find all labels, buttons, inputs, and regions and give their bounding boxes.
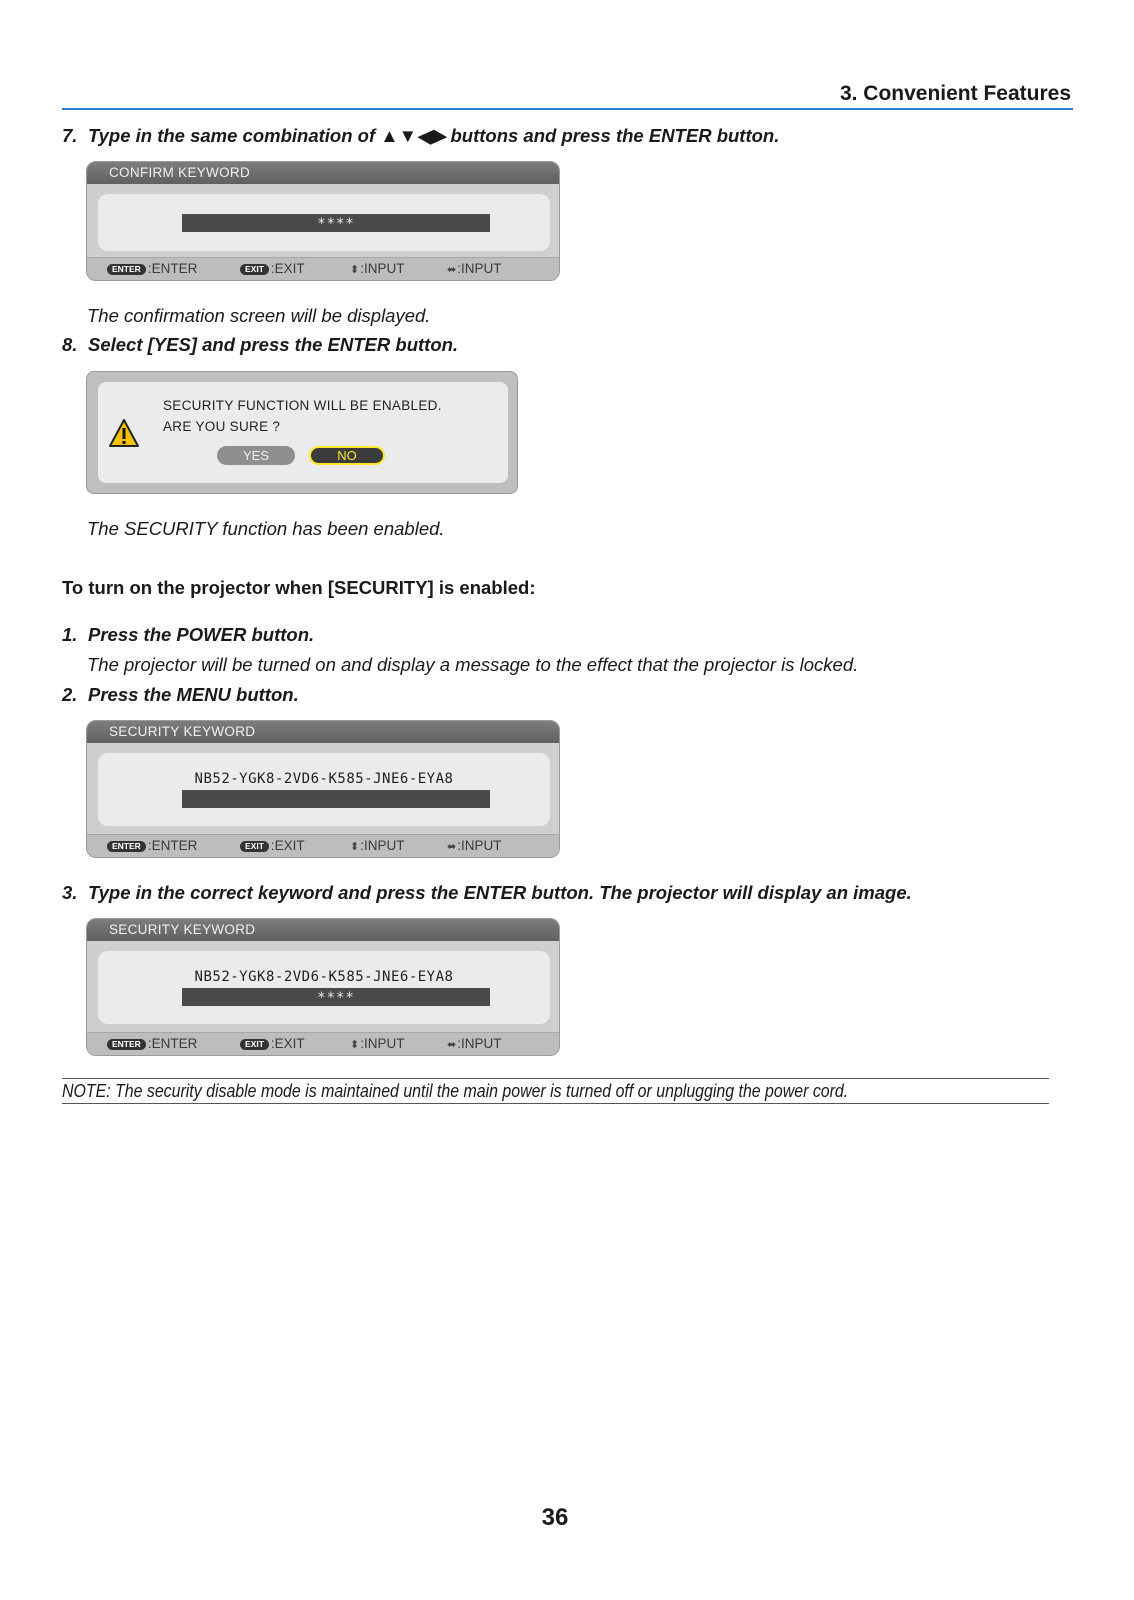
step-number: 3.: [62, 882, 78, 903]
note-rule-bottom: [62, 1103, 1049, 1104]
step-1: [62, 624, 314, 646]
step-text: Select [YES] and press the ENTER button.: [88, 334, 459, 355]
enter-key-icon: ENTER: [107, 264, 146, 275]
exit-key-icon: EXIT: [240, 841, 269, 852]
footer-exit: EXIT :EXIT: [240, 1033, 305, 1055]
dialog-title: SECURITY KEYWORD: [87, 721, 559, 743]
security-confirm-dialog: [86, 371, 518, 494]
step-text: Press the MENU button.: [88, 684, 299, 705]
description: The projector will be turned on and display a message to the effect that the projector is locked.: [87, 654, 859, 675]
exit-key-icon: EXIT: [240, 1039, 269, 1050]
security-keyword-dialog: [86, 720, 560, 858]
exit-key-icon: EXIT: [240, 264, 269, 275]
description: The confirmation screen will be displayed.: [87, 305, 431, 326]
left-right-arrow-icon: ⬌: [447, 841, 457, 853]
note-rule-top: [62, 1078, 1049, 1079]
release-code: NB52-YGK8-2VD6-K585-JNE6-EYA8: [194, 969, 454, 985]
footer-enter: ENTER :ENTER: [107, 1033, 197, 1055]
keyword-input[interactable]: ****: [182, 214, 490, 232]
left-right-arrow-icon: ⬌: [447, 1039, 457, 1051]
confirm-message-line-2: ARE YOU SURE ?: [163, 419, 281, 434]
enter-key-icon: ENTER: [107, 1039, 146, 1050]
step-number: 2.: [62, 684, 78, 705]
step-text: Type in the correct keyword and press the ENTER button. The projector will display an image.: [88, 882, 912, 903]
dialog-body: [98, 194, 550, 251]
dialog-footer: [87, 257, 559, 280]
step-8: [62, 334, 458, 356]
dialog-title: CONFIRM KEYWORD: [87, 162, 559, 184]
step-3: [62, 882, 912, 904]
footer-exit: EXIT :EXIT: [240, 258, 305, 280]
page-number: 36: [541, 1504, 569, 1531]
subheading: To turn on the projector when [SECURITY] is enabled:: [62, 577, 536, 598]
note: NOTE: The security disable mode is maintained until the main power is turned off or unplugging the power cord.: [62, 1080, 849, 1101]
dialog-body: [98, 382, 508, 483]
dialog-title: SECURITY KEYWORD: [87, 919, 559, 941]
section-title: 3. Convenient Features: [839, 82, 1071, 105]
no-button[interactable]: NO: [309, 446, 385, 465]
step-number: 8.: [62, 334, 78, 355]
up-down-arrow-icon: ⬍: [350, 1039, 360, 1051]
footer-enter: ENTER :ENTER: [107, 258, 197, 280]
up-down-arrow-icon: ⬍: [350, 841, 360, 853]
dialog-body: [98, 753, 550, 826]
footer-exit: EXIT :EXIT: [240, 835, 305, 857]
step-number: 7.: [62, 125, 78, 146]
footer-updown: ⬍:INPUT: [350, 838, 405, 853]
description: The SECURITY function has been enabled.: [87, 518, 445, 539]
step-2: [62, 684, 299, 706]
footer-enter: ENTER :ENTER: [107, 835, 197, 857]
dialog-footer: [87, 1032, 559, 1055]
footer-leftright: ⬌:INPUT: [447, 1036, 502, 1051]
footer-updown: ⬍:INPUT: [350, 1036, 405, 1051]
step-text: Press the POWER button.: [88, 624, 315, 645]
yes-button[interactable]: YES: [217, 446, 295, 465]
footer-updown: ⬍:INPUT: [350, 261, 405, 276]
up-down-arrow-icon: ⬍: [350, 264, 360, 276]
header-divider: [62, 108, 1073, 110]
footer-leftright: ⬌:INPUT: [447, 261, 502, 276]
left-right-arrow-icon: ⬌: [447, 264, 457, 276]
dialog-footer: [87, 834, 559, 857]
warning-icon: [108, 418, 140, 448]
security-keyword-dialog-filled: [86, 918, 560, 1056]
keyword-input[interactable]: ****: [182, 988, 490, 1006]
step-text: Type in the same combination of ▲▼◀▶ buttons and press the ENTER button.: [88, 125, 780, 146]
release-code: NB52-YGK8-2VD6-K585-JNE6-EYA8: [194, 771, 454, 787]
footer-leftright: ⬌:INPUT: [447, 838, 502, 853]
step-7: [62, 125, 779, 147]
step-number: 1.: [62, 624, 78, 645]
enter-key-icon: ENTER: [107, 841, 146, 852]
keyword-input[interactable]: [182, 790, 490, 808]
confirm-keyword-dialog: [86, 161, 560, 281]
dialog-body: [98, 951, 550, 1024]
confirm-message-line-1: SECURITY FUNCTION WILL BE ENABLED.: [163, 398, 442, 413]
